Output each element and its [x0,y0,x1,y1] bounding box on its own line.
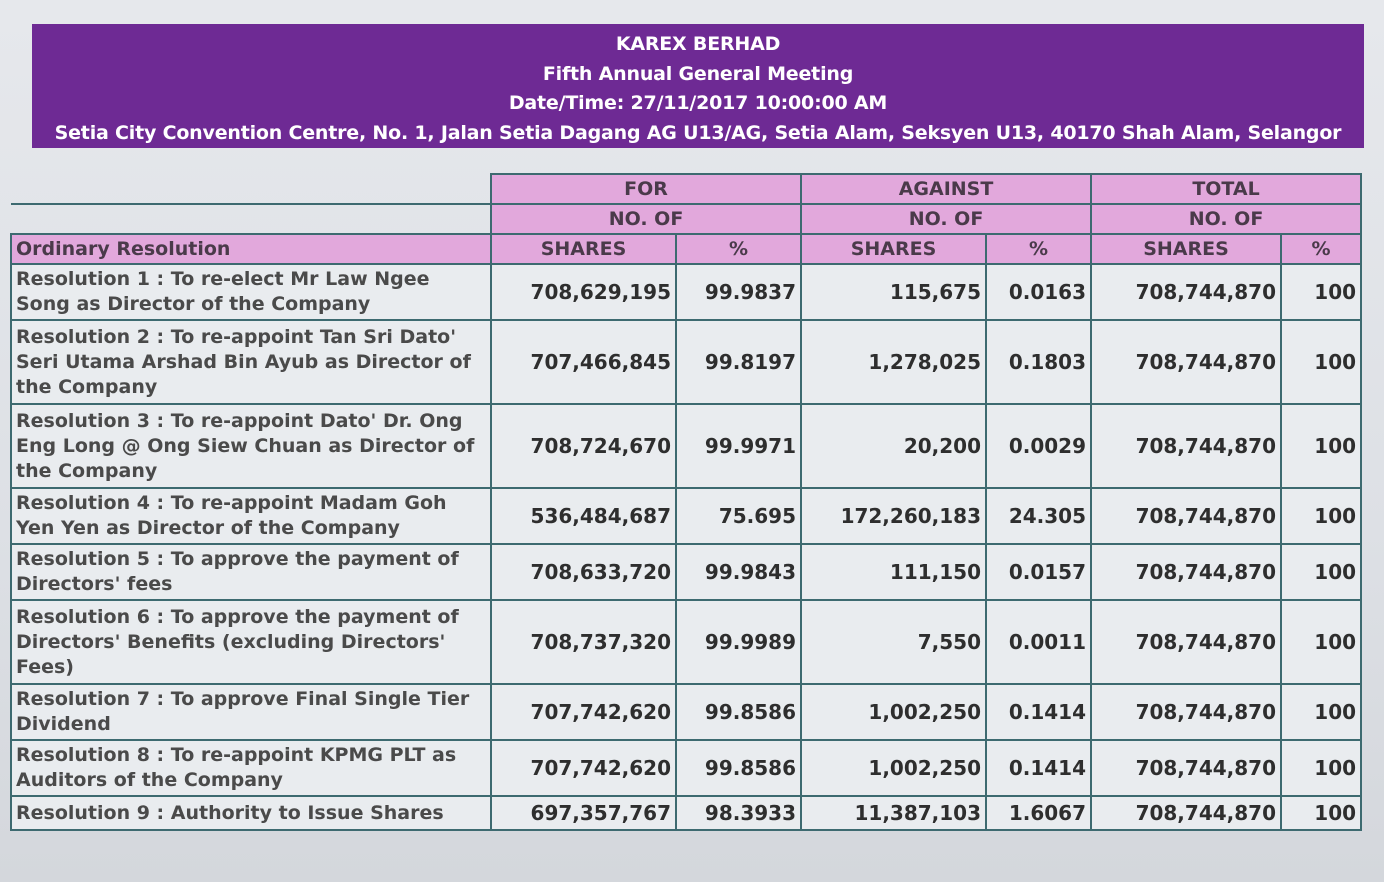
poll-results-table [10,173,1362,831]
for-shares: 697,357,767 [491,796,676,830]
total-shares: 708,744,870 [1091,320,1281,404]
table-row [11,684,1361,740]
meeting-datetime: Date/Time: 27/11/2017 10:00:00 AM [508,92,888,114]
total-percent: 100 [1281,320,1361,404]
table-row [11,600,1361,684]
resolution-text: Resolution 9 : Authority to Issue Shares [11,796,491,830]
company-name: KAREX BERHAD [615,33,781,55]
header-for-no-of: NO. OF [491,204,801,234]
header-total-shares: SHARES [1091,234,1281,264]
resolution-text: Resolution 4 : To re-appoint Madam Goh Yen Yen as Director of the Company [11,488,491,544]
against-percent: 0.1414 [986,684,1091,740]
header-blank-cell [11,174,491,204]
total-shares: 708,744,870 [1091,488,1281,544]
table-row [11,740,1361,796]
table-row [11,796,1361,830]
for-shares: 707,742,620 [491,740,676,796]
header-against-no-of: NO. OF [801,204,1091,234]
for-shares: 708,737,320 [491,600,676,684]
resolution-text: Resolution 7 : To approve Final Single Tier Dividend [11,684,491,740]
meeting-venue: Setia City Convention Centre, No. 1, Jalan Setia Dagang AG U13/AG, Setia Alam, Seksyen U13, 40170 Shah Alam, Selangor [54,121,1342,144]
against-shares: 172,260,183 [801,488,986,544]
table-row [11,544,1361,600]
header-row-no-of [11,204,1361,234]
for-percent: 99.9989 [676,600,801,684]
header-against-percent: % [986,234,1091,264]
for-percent: 75.695 [676,488,801,544]
for-percent: 99.8586 [676,684,801,740]
meeting-banner [32,24,1364,148]
total-percent: 100 [1281,684,1361,740]
total-percent: 100 [1281,544,1361,600]
against-shares: 1,002,250 [801,684,986,740]
against-shares: 20,200 [801,404,986,488]
against-percent: 0.0029 [986,404,1091,488]
resolution-text: Resolution 6 : To approve the payment of Directors' Benefits (excluding Directors' Fees) [11,600,491,684]
header-for-percent: % [676,234,801,264]
against-percent: 0.1414 [986,740,1091,796]
against-percent: 24.305 [986,488,1091,544]
for-percent: 99.9971 [676,404,801,488]
for-percent: 98.3933 [676,796,801,830]
against-shares: 111,150 [801,544,986,600]
resolution-text: Resolution 3 : To re-appoint Dato' Dr. Ong Eng Long @ Ong Siew Chuan as Director of the Company [11,404,491,488]
against-shares: 7,550 [801,600,986,684]
meeting-title: Fifth Annual General Meeting [542,62,854,85]
header-total: TOTAL [1091,174,1361,204]
against-shares: 1,278,025 [801,320,986,404]
against-shares: 115,675 [801,264,986,320]
total-percent: 100 [1281,404,1361,488]
total-shares: 708,744,870 [1091,404,1281,488]
for-percent: 99.8197 [676,320,801,404]
table-row [11,264,1361,320]
for-shares: 708,724,670 [491,404,676,488]
header-row-groups [11,174,1361,204]
for-shares: 707,742,620 [491,684,676,740]
total-percent: 100 [1281,488,1361,544]
header-against: AGAINST [801,174,1091,204]
for-percent: 99.8586 [676,740,801,796]
header-for: FOR [491,174,801,204]
for-shares: 536,484,687 [491,488,676,544]
table-row [11,404,1361,488]
header-against-shares: SHARES [801,234,986,264]
resolution-text: Resolution 2 : To re-appoint Tan Sri Dato' Seri Utama Arshad Bin Ayub as Director of the Company [11,320,491,404]
against-percent: 0.0163 [986,264,1091,320]
against-shares: 1,002,250 [801,740,986,796]
total-shares: 708,744,870 [1091,740,1281,796]
total-shares: 708,744,870 [1091,264,1281,320]
against-shares: 11,387,103 [801,796,986,830]
against-percent: 0.1803 [986,320,1091,404]
for-percent: 99.9843 [676,544,801,600]
header-blank-cell [11,204,491,234]
total-shares: 708,744,870 [1091,600,1281,684]
against-percent: 0.0011 [986,600,1091,684]
against-percent: 0.0157 [986,544,1091,600]
header-for-shares: SHARES [491,234,676,264]
total-shares: 708,744,870 [1091,796,1281,830]
resolution-text: Resolution 5 : To approve the payment of Directors' fees [11,544,491,600]
header-total-no-of: NO. OF [1091,204,1361,234]
total-percent: 100 [1281,740,1361,796]
table-row [11,320,1361,404]
total-percent: 100 [1281,600,1361,684]
resolution-text: Resolution 1 : To re-elect Mr Law Ngee Song as Director of the Company [11,264,491,320]
total-percent: 100 [1281,264,1361,320]
for-shares: 708,629,195 [491,264,676,320]
for-percent: 99.9837 [676,264,801,320]
header-ordinary-resolution: Ordinary Resolution [11,234,491,264]
header-row-columns [11,234,1361,264]
total-shares: 708,744,870 [1091,684,1281,740]
against-percent: 1.6067 [986,796,1091,830]
for-shares: 707,466,845 [491,320,676,404]
total-percent: 100 [1281,796,1361,830]
table-row [11,488,1361,544]
header-total-percent: % [1281,234,1361,264]
resolution-text: Resolution 8 : To re-appoint KPMG PLT as Auditors of the Company [11,740,491,796]
total-shares: 708,744,870 [1091,544,1281,600]
for-shares: 708,633,720 [491,544,676,600]
